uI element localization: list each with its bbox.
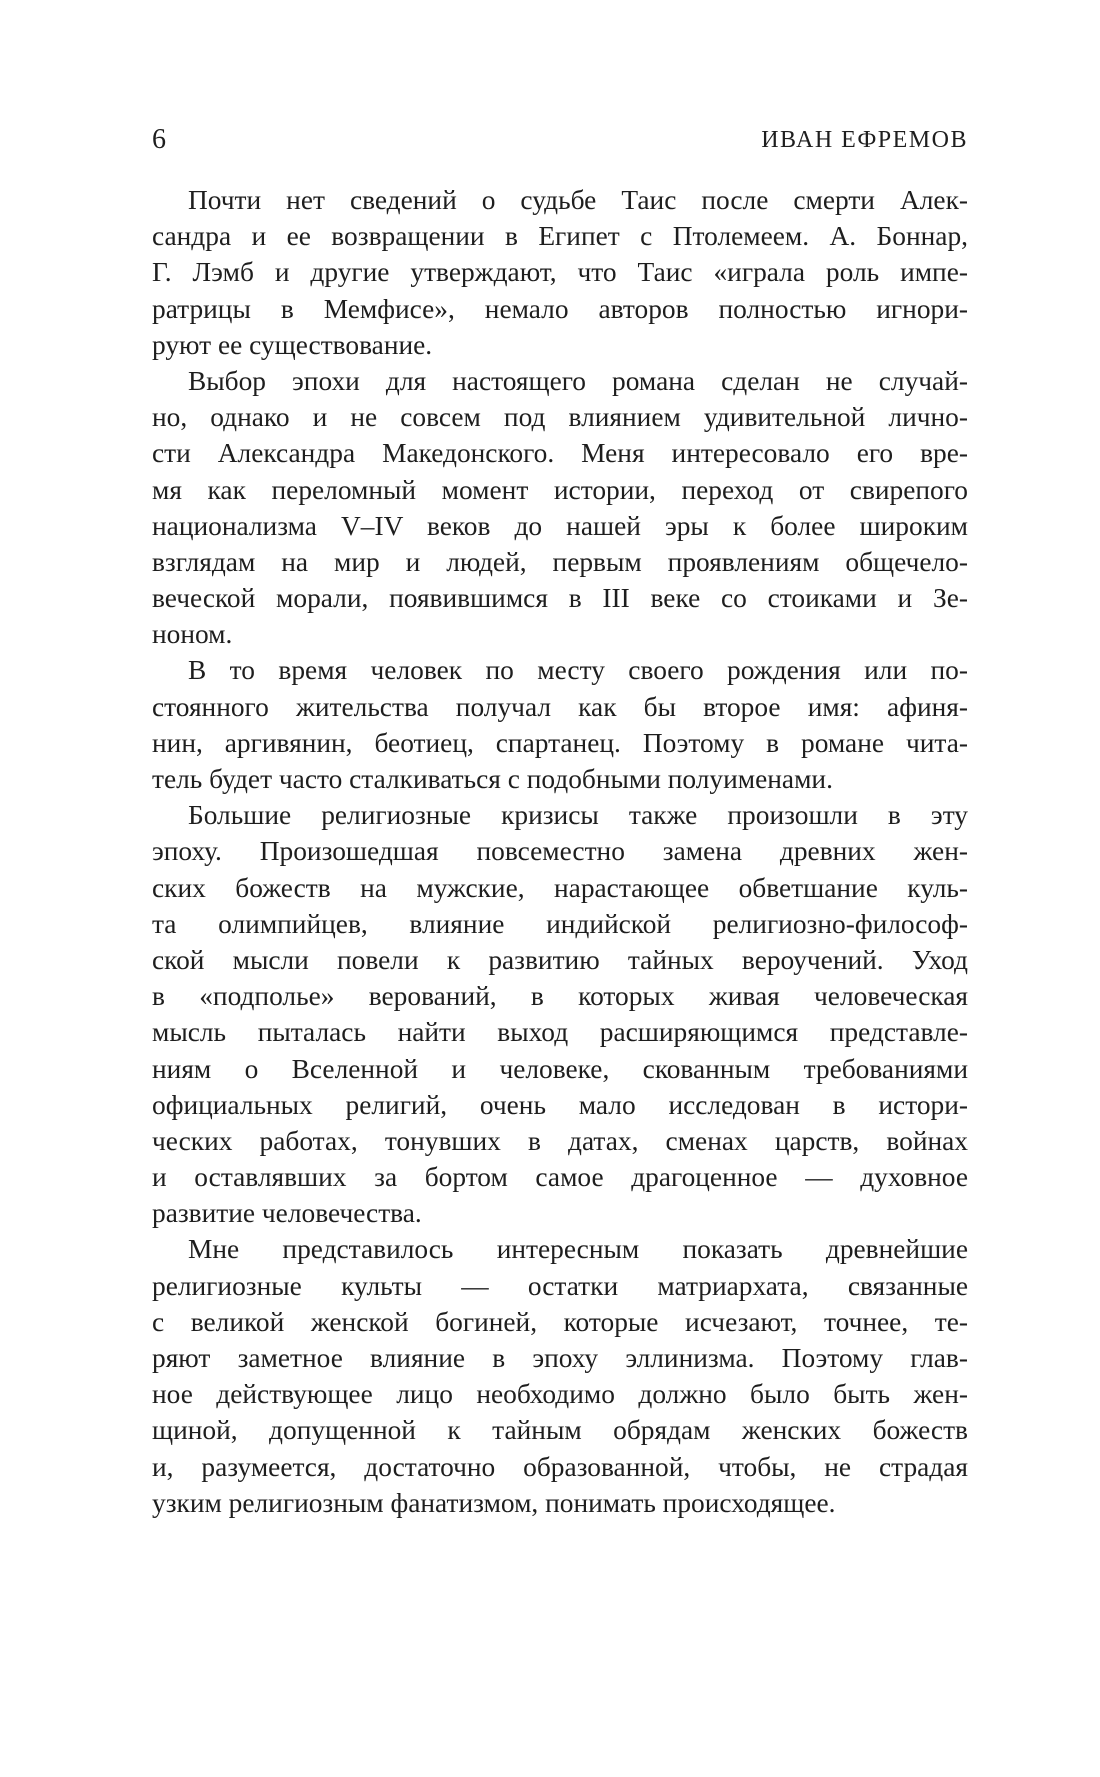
text-line: Мне представилось интересным показать древнейшие — [188, 1234, 968, 1265]
text-line: развитие человечества. — [152, 1198, 422, 1229]
text-line: ряют заметное влияние в эпоху эллинизма. Поэтому глав- — [152, 1343, 968, 1373]
text-line: Г. Лэмб и другие утверждают, что Таис «играла роль импе- — [152, 257, 968, 288]
paragraph — [152, 1231, 968, 1521]
text-line: религиозные культы — остатки матриархата, связанные — [152, 1270, 968, 1301]
text-line: официальных религий, очень мало исследован в истори- — [152, 1089, 968, 1120]
text-line: ческих работах, тонувших в датах, сменах царств, войнах — [152, 1125, 968, 1156]
text-line: мя как переломный момент истории, переход от свирепого — [152, 474, 968, 505]
paragraph — [152, 797, 968, 1231]
text-line: стоянного жительства получал как бы второе имя: афиня- — [152, 691, 968, 722]
text-line: и, разумеется, достаточно образованной, чтобы, не страдая — [152, 1451, 968, 1482]
text-line: Большие религиозные кризисы также произошли в эту — [188, 800, 968, 831]
text-line: с великой женской богиней, которые исчезают, точнее, те- — [152, 1306, 968, 1337]
text-line: ских божеств на мужские, нарастающее обветшание куль- — [152, 872, 968, 903]
text-line: В то время человек по месту своего рождения или по- — [188, 655, 968, 686]
page-header — [152, 120, 968, 160]
text-line: веческой морали, появившимся в III веке со стоиками и Зе- — [152, 583, 968, 614]
text-line: руют ее существование. — [152, 329, 433, 360]
text-line: узким религиозным фанатизмом, понимать происходящее. — [152, 1487, 836, 1518]
paragraph — [152, 652, 968, 797]
text-line: мысль пыталась найти выход расширяющимся представле- — [152, 1017, 968, 1048]
text-line: нин, аргивянин, беотиец, спартанец. Поэтому в романе чита- — [152, 727, 968, 758]
text-line: ратрицы в Мемфисе», немало авторов полностью игнори- — [152, 293, 968, 324]
paragraph — [152, 182, 968, 363]
text-line: взглядам на мир и людей, первым проявлениям общечело- — [152, 546, 968, 577]
body-text — [152, 182, 968, 1521]
text-line: сти Александра Македонского. Меня интересовало его вре- — [152, 438, 968, 469]
text-line: Выбор эпохи для настоящего романа сделан не случай- — [188, 365, 968, 396]
text-line: национализма V–IV веков до нашей эры к более широким — [152, 510, 968, 541]
text-line: ноном. — [152, 619, 233, 650]
running-head-author: ИВАН ЕФРЕМОВ — [761, 127, 968, 153]
page-number: 6 — [152, 124, 166, 155]
text-line: ное действующее лицо необходимо должно было быть жен- — [152, 1379, 968, 1410]
text-line: тель будет часто сталкиваться с подобными полуименами. — [152, 764, 833, 794]
text-line: и оставлявших за бортом самое драгоценное — духовное — [152, 1162, 968, 1193]
text-line: та олимпийцев, влияние индийской религиозно-философ- — [152, 908, 968, 939]
text-line: щиной, допущенной к тайным обрядам женских божеств — [152, 1415, 968, 1446]
text-line: ниям о Вселенной и человеке, скованным требованиями — [152, 1053, 968, 1084]
paragraph — [152, 363, 968, 653]
text-line: ской мысли повели к развитию тайных вероучений. Уход — [152, 944, 968, 975]
text-line: но, однако и не совсем под влиянием удивительной лично- — [152, 402, 968, 433]
text-line: сандра и ее возвращении в Египет с Птолемеем. А. Боннар, — [152, 221, 968, 252]
text-line: эпоху. Произошедшая повсеместно замена древних жен- — [152, 836, 968, 867]
text-line: Почти нет сведений о судьбе Таис после смерти Алек- — [188, 185, 968, 215]
text-line: в «подполье» верований, в которых живая человеческая — [152, 981, 968, 1012]
